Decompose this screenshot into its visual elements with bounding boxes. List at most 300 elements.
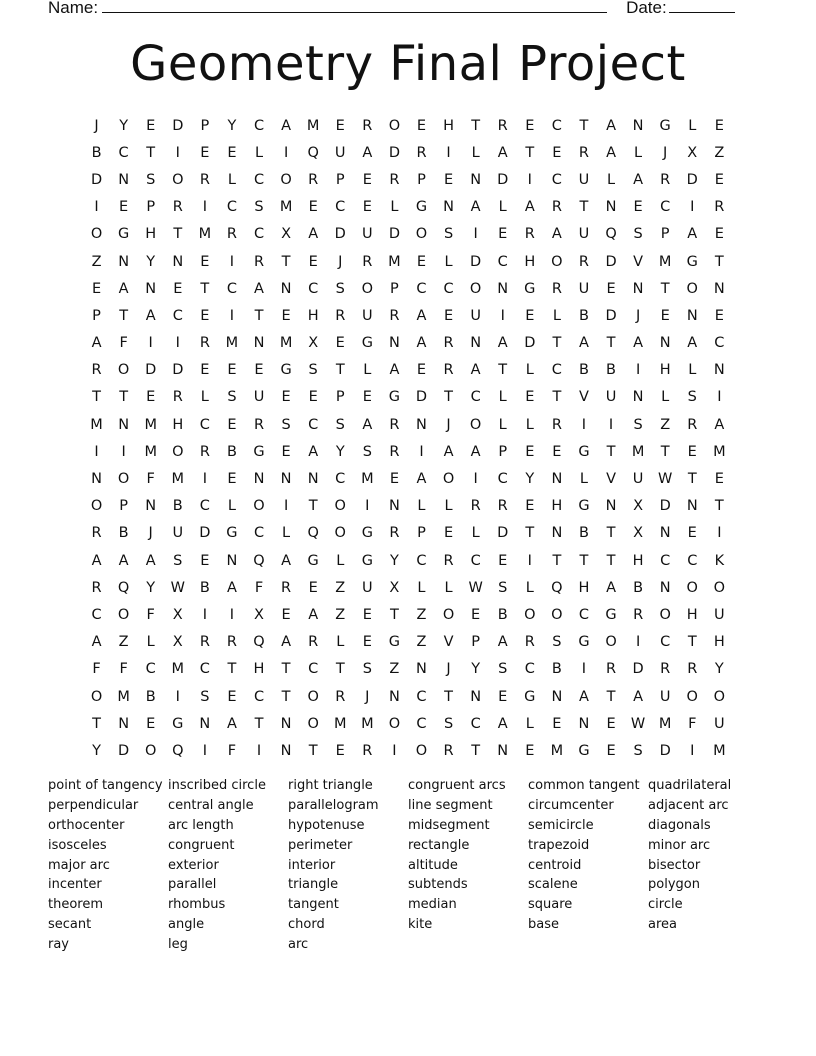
grid-letter[interactable]: G: [578, 443, 590, 460]
grid-letter[interactable]: C: [199, 498, 210, 515]
grid-letter[interactable]: O: [524, 606, 536, 623]
grid-letter[interactable]: C: [416, 280, 427, 297]
grid-letter[interactable]: R: [308, 171, 319, 188]
grid-letter[interactable]: U: [632, 471, 644, 488]
grid-letter[interactable]: H: [659, 362, 671, 379]
grid-letter[interactable]: M: [333, 715, 347, 732]
grid-letter[interactable]: G: [226, 525, 238, 542]
grid-letter[interactable]: H: [172, 416, 184, 433]
grid-letter[interactable]: I: [717, 525, 722, 542]
grid-letter[interactable]: E: [362, 389, 372, 406]
grid-letter[interactable]: E: [471, 606, 481, 623]
grid-letter[interactable]: E: [227, 688, 237, 705]
grid-letter[interactable]: G: [172, 715, 184, 732]
grid-letter[interactable]: R: [253, 416, 265, 433]
grid-letter[interactable]: U: [253, 389, 265, 406]
grid-letter[interactable]: A: [606, 117, 616, 134]
grid-letter[interactable]: L: [606, 171, 616, 188]
grid-letter[interactable]: E: [416, 117, 427, 134]
grid-letter[interactable]: L: [552, 307, 561, 324]
grid-letter[interactable]: Z: [335, 606, 346, 623]
grid-letter[interactable]: T: [498, 362, 508, 379]
grid-letter[interactable]: A: [470, 199, 481, 216]
grid-letter[interactable]: E: [660, 307, 670, 324]
grid-letter[interactable]: G: [659, 117, 671, 134]
grid-letter[interactable]: L: [471, 525, 480, 542]
grid-letter[interactable]: B: [633, 579, 644, 596]
grid-letter[interactable]: L: [417, 579, 426, 596]
grid-letter[interactable]: I: [635, 634, 641, 651]
grid-letter[interactable]: L: [634, 144, 643, 161]
grid-letter[interactable]: U: [362, 579, 373, 596]
grid-letter[interactable]: D: [659, 498, 671, 515]
grid-letter[interactable]: O: [659, 606, 671, 623]
grid-letter[interactable]: G: [524, 688, 536, 705]
grid-letter[interactable]: L: [525, 579, 534, 596]
grid-letter[interactable]: E: [200, 253, 210, 270]
grid-letter[interactable]: R: [226, 226, 237, 243]
grid-letter[interactable]: N: [605, 199, 617, 216]
grid-letter[interactable]: T: [687, 471, 697, 488]
grid-letter[interactable]: E: [714, 471, 724, 488]
grid-letter[interactable]: S: [362, 661, 372, 678]
grid-letter[interactable]: H: [307, 307, 319, 324]
grid-letter[interactable]: R: [524, 226, 535, 243]
grid-letter[interactable]: F: [92, 661, 101, 678]
grid-letter[interactable]: T: [606, 335, 616, 352]
grid-letter[interactable]: R: [335, 307, 346, 324]
grid-letter[interactable]: E: [335, 742, 345, 759]
date-blank[interactable]: [669, 0, 735, 13]
grid-letter[interactable]: Z: [91, 253, 102, 270]
grid-letter[interactable]: U: [362, 307, 373, 324]
grid-letter[interactable]: P: [335, 389, 345, 406]
grid-letter[interactable]: I: [392, 742, 397, 759]
grid-letter[interactable]: C: [118, 144, 129, 161]
grid-letter[interactable]: Y: [92, 742, 101, 759]
grid-letter[interactable]: S: [443, 226, 454, 243]
grid-letter[interactable]: T: [254, 307, 264, 324]
grid-letter[interactable]: O: [334, 498, 346, 515]
grid-letter[interactable]: T: [606, 552, 616, 569]
grid-letter[interactable]: T: [552, 552, 562, 569]
grid-letter[interactable]: A: [254, 280, 264, 297]
grid-letter[interactable]: L: [200, 389, 209, 406]
grid-letter[interactable]: P: [498, 443, 508, 460]
grid-letter[interactable]: R: [633, 606, 644, 623]
grid-letter[interactable]: I: [581, 416, 587, 433]
grid-letter[interactable]: R: [497, 498, 508, 515]
grid-letter[interactable]: E: [200, 552, 210, 569]
grid-letter[interactable]: M: [144, 416, 157, 433]
grid-letter[interactable]: S: [173, 552, 183, 569]
grid-letter[interactable]: R: [578, 253, 589, 270]
grid-letter[interactable]: B: [145, 688, 156, 705]
grid-letter[interactable]: Y: [525, 471, 535, 488]
grid-letter[interactable]: O: [117, 471, 130, 488]
grid-letter[interactable]: T: [119, 307, 129, 324]
grid-letter[interactable]: C: [416, 552, 427, 569]
grid-letter[interactable]: A: [308, 226, 319, 243]
grid-letter[interactable]: M: [144, 443, 157, 460]
grid-letter[interactable]: H: [145, 226, 157, 243]
grid-letter[interactable]: T: [281, 253, 291, 270]
grid-letter[interactable]: E: [687, 525, 697, 542]
grid-letter[interactable]: N: [632, 389, 644, 406]
grid-letter[interactable]: A: [470, 443, 481, 460]
grid-letter[interactable]: E: [281, 389, 291, 406]
grid-letter[interactable]: G: [415, 199, 428, 216]
grid-letter[interactable]: T: [173, 226, 183, 243]
grid-letter[interactable]: E: [687, 443, 697, 460]
grid-letter[interactable]: T: [471, 742, 481, 759]
grid-letter[interactable]: R: [308, 634, 319, 651]
grid-letter[interactable]: Z: [416, 634, 427, 651]
grid-letter[interactable]: G: [361, 525, 373, 542]
grid-letter[interactable]: R: [199, 171, 210, 188]
grid-letter[interactable]: N: [686, 498, 698, 515]
grid-letter[interactable]: M: [361, 471, 374, 488]
grid-letter[interactable]: A: [578, 688, 589, 705]
grid-letter[interactable]: E: [714, 117, 724, 134]
grid-letter[interactable]: G: [578, 498, 590, 515]
grid-letter[interactable]: N: [145, 280, 157, 297]
grid-letter[interactable]: N: [605, 498, 617, 515]
grid-letter[interactable]: R: [389, 416, 400, 433]
grid-letter[interactable]: N: [118, 416, 130, 433]
grid-letter[interactable]: I: [527, 552, 532, 569]
grid-letter[interactable]: N: [388, 688, 400, 705]
grid-letter[interactable]: Q: [551, 579, 563, 596]
grid-letter[interactable]: N: [253, 471, 265, 488]
grid-letter[interactable]: N: [253, 335, 265, 352]
grid-letter[interactable]: G: [388, 634, 401, 651]
grid-letter[interactable]: E: [443, 525, 454, 542]
grid-letter[interactable]: C: [226, 280, 237, 297]
grid-letter[interactable]: C: [253, 688, 265, 705]
grid-letter[interactable]: P: [471, 634, 480, 651]
grid-letter[interactable]: I: [229, 307, 235, 324]
grid-letter[interactable]: C: [199, 416, 210, 433]
grid-letter[interactable]: Y: [335, 443, 345, 460]
grid-letter[interactable]: O: [172, 443, 184, 460]
grid-letter[interactable]: R: [660, 661, 671, 678]
grid-letter[interactable]: R: [551, 416, 562, 433]
grid-letter[interactable]: U: [659, 688, 671, 705]
grid-letter[interactable]: Q: [117, 579, 130, 596]
name-blank[interactable]: [102, 0, 607, 13]
grid-letter[interactable]: C: [335, 199, 346, 216]
grid-letter[interactable]: T: [200, 280, 210, 297]
grid-letter[interactable]: L: [688, 362, 697, 379]
grid-letter[interactable]: T: [281, 661, 291, 678]
grid-letter[interactable]: N: [551, 471, 563, 488]
grid-letter[interactable]: E: [525, 742, 535, 759]
grid-letter[interactable]: E: [498, 226, 508, 243]
grid-letter[interactable]: G: [605, 606, 617, 623]
grid-letter[interactable]: R: [199, 634, 210, 651]
grid-letter[interactable]: H: [253, 661, 265, 678]
grid-letter[interactable]: L: [471, 144, 480, 161]
grid-letter[interactable]: E: [281, 606, 291, 623]
grid-letter[interactable]: E: [552, 715, 562, 732]
grid-letter[interactable]: N: [551, 525, 563, 542]
grid-letter[interactable]: H: [686, 606, 698, 623]
grid-letter[interactable]: A: [389, 362, 400, 379]
grid-letter[interactable]: O: [415, 226, 428, 243]
grid-letter[interactable]: U: [605, 389, 617, 406]
grid-letter[interactable]: I: [256, 742, 262, 759]
grid-letter[interactable]: C: [199, 661, 210, 678]
grid-letter[interactable]: R: [443, 362, 454, 379]
grid-letter[interactable]: E: [146, 117, 156, 134]
grid-letter[interactable]: M: [631, 443, 645, 460]
grid-letter[interactable]: A: [633, 688, 644, 705]
grid-letter[interactable]: A: [416, 307, 427, 324]
grid-letter[interactable]: N: [118, 715, 130, 732]
grid-letter[interactable]: N: [632, 117, 644, 134]
grid-letter[interactable]: S: [200, 688, 210, 705]
grid-letter[interactable]: V: [578, 389, 589, 406]
grid-letter[interactable]: O: [713, 688, 726, 705]
grid-letter[interactable]: O: [172, 171, 184, 188]
grid-letter[interactable]: R: [416, 144, 427, 161]
grid-letter[interactable]: U: [172, 525, 184, 542]
grid-letter[interactable]: D: [524, 335, 536, 352]
grid-letter[interactable]: T: [687, 634, 697, 651]
grid-letter[interactable]: R: [335, 688, 346, 705]
grid-letter[interactable]: D: [145, 362, 157, 379]
grid-letter[interactable]: O: [686, 688, 698, 705]
grid-letter[interactable]: D: [118, 742, 130, 759]
grid-letter[interactable]: N: [470, 171, 482, 188]
grid-letter[interactable]: G: [578, 742, 590, 759]
grid-letter[interactable]: T: [579, 117, 589, 134]
grid-letter[interactable]: T: [714, 253, 724, 270]
grid-letter[interactable]: I: [527, 171, 532, 188]
grid-letter[interactable]: C: [470, 715, 481, 732]
grid-letter[interactable]: I: [202, 471, 207, 488]
grid-letter[interactable]: H: [443, 117, 454, 134]
grid-letter[interactable]: C: [253, 171, 265, 188]
grid-letter[interactable]: S: [633, 226, 643, 243]
grid-letter[interactable]: B: [578, 307, 589, 324]
grid-letter[interactable]: J: [148, 525, 153, 542]
grid-letter[interactable]: G: [388, 389, 401, 406]
grid-letter[interactable]: E: [119, 199, 129, 216]
grid-letter[interactable]: S: [443, 715, 454, 732]
grid-letter[interactable]: O: [713, 579, 726, 596]
grid-letter[interactable]: E: [443, 307, 454, 324]
grid-letter[interactable]: J: [446, 416, 451, 433]
grid-letter[interactable]: H: [551, 498, 563, 515]
grid-letter[interactable]: L: [661, 389, 670, 406]
grid-letter[interactable]: F: [146, 471, 155, 488]
grid-letter[interactable]: Z: [118, 634, 129, 651]
grid-letter[interactable]: E: [416, 253, 427, 270]
grid-letter[interactable]: E: [606, 280, 616, 297]
grid-letter[interactable]: O: [90, 498, 103, 515]
grid-letter[interactable]: O: [442, 471, 455, 488]
grid-letter[interactable]: G: [280, 362, 292, 379]
grid-letter[interactable]: E: [416, 362, 427, 379]
grid-letter[interactable]: R: [172, 389, 183, 406]
grid-letter[interactable]: M: [117, 688, 130, 705]
grid-letter[interactable]: C: [497, 253, 508, 270]
grid-letter[interactable]: R: [91, 579, 102, 596]
grid-letter[interactable]: L: [336, 552, 345, 569]
grid-letter[interactable]: O: [280, 171, 292, 188]
grid-letter[interactable]: G: [686, 253, 698, 270]
grid-letter[interactable]: O: [388, 117, 401, 134]
grid-letter[interactable]: L: [688, 117, 697, 134]
grid-letter[interactable]: D: [334, 226, 346, 243]
grid-letter[interactable]: E: [308, 253, 318, 270]
grid-letter[interactable]: O: [469, 416, 482, 433]
grid-letter[interactable]: S: [254, 199, 264, 216]
grid-letter[interactable]: X: [308, 335, 319, 352]
grid-letter[interactable]: A: [416, 335, 427, 352]
grid-letter[interactable]: F: [227, 742, 237, 759]
grid-letter[interactable]: M: [713, 742, 726, 759]
grid-letter[interactable]: I: [148, 335, 153, 352]
grid-letter[interactable]: E: [227, 471, 237, 488]
grid-letter[interactable]: N: [280, 471, 292, 488]
grid-letter[interactable]: M: [225, 335, 239, 352]
grid-letter[interactable]: R: [91, 525, 102, 542]
grid-letter[interactable]: C: [308, 661, 319, 678]
grid-letter[interactable]: D: [605, 253, 617, 270]
grid-letter[interactable]: N: [578, 715, 590, 732]
grid-letter[interactable]: X: [389, 579, 400, 596]
grid-letter[interactable]: G: [117, 226, 130, 243]
grid-letter[interactable]: H: [578, 579, 590, 596]
grid-letter[interactable]: L: [282, 525, 291, 542]
grid-letter[interactable]: V: [606, 471, 616, 488]
grid-letter[interactable]: T: [335, 362, 345, 379]
grid-letter[interactable]: A: [362, 416, 373, 433]
grid-letter[interactable]: C: [660, 552, 671, 569]
grid-letter[interactable]: M: [658, 253, 672, 270]
grid-letter[interactable]: E: [227, 362, 237, 379]
grid-letter[interactable]: R: [443, 742, 454, 759]
grid-letter[interactable]: T: [552, 389, 562, 406]
grid-letter[interactable]: E: [173, 280, 183, 297]
grid-letter[interactable]: X: [633, 498, 644, 515]
grid-letter[interactable]: N: [659, 335, 671, 352]
grid-letter[interactable]: R: [714, 199, 725, 216]
grid-letter[interactable]: C: [524, 661, 535, 678]
grid-letter[interactable]: S: [498, 579, 508, 596]
grid-letter[interactable]: Q: [605, 226, 617, 243]
grid-letter[interactable]: E: [525, 498, 535, 515]
grid-letter[interactable]: B: [497, 606, 508, 623]
grid-letter[interactable]: V: [443, 634, 454, 651]
grid-letter[interactable]: C: [470, 552, 481, 569]
grid-letter[interactable]: E: [606, 715, 616, 732]
grid-letter[interactable]: A: [281, 117, 292, 134]
grid-letter[interactable]: E: [606, 742, 616, 759]
grid-letter[interactable]: G: [578, 634, 590, 651]
grid-letter[interactable]: U: [578, 171, 590, 188]
grid-letter[interactable]: E: [714, 171, 724, 188]
grid-letter[interactable]: T: [660, 443, 670, 460]
grid-letter[interactable]: R: [91, 362, 102, 379]
grid-letter[interactable]: A: [226, 579, 237, 596]
grid-letter[interactable]: E: [498, 688, 508, 705]
grid-letter[interactable]: G: [361, 335, 373, 352]
grid-letter[interactable]: T: [444, 389, 453, 406]
grid-letter[interactable]: D: [632, 661, 644, 678]
grid-letter[interactable]: L: [525, 416, 534, 433]
grid-letter[interactable]: T: [660, 280, 670, 297]
grid-letter[interactable]: I: [121, 443, 126, 460]
grid-letter[interactable]: N: [226, 552, 238, 569]
grid-letter[interactable]: E: [200, 362, 210, 379]
grid-letter[interactable]: O: [605, 634, 617, 651]
grid-letter[interactable]: D: [497, 525, 509, 542]
grid-letter[interactable]: C: [416, 715, 427, 732]
grid-letter[interactable]: S: [552, 634, 562, 651]
grid-letter[interactable]: C: [687, 552, 698, 569]
grid-letter[interactable]: N: [713, 362, 725, 379]
grid-letter[interactable]: T: [606, 688, 616, 705]
grid-letter[interactable]: A: [524, 199, 535, 216]
grid-letter[interactable]: P: [417, 525, 426, 542]
grid-letter[interactable]: Y: [471, 661, 481, 678]
grid-letter[interactable]: J: [446, 661, 451, 678]
grid-letter[interactable]: N: [280, 742, 292, 759]
grid-letter[interactable]: C: [308, 280, 319, 297]
grid-letter[interactable]: Q: [307, 144, 319, 161]
grid-letter[interactable]: A: [633, 335, 644, 352]
grid-letter[interactable]: I: [446, 144, 451, 161]
grid-letter[interactable]: T: [308, 498, 318, 515]
grid-letter[interactable]: A: [443, 443, 454, 460]
grid-letter[interactable]: C: [443, 280, 454, 297]
grid-letter[interactable]: A: [226, 715, 237, 732]
grid-letter[interactable]: B: [91, 144, 102, 161]
grid-letter[interactable]: B: [606, 362, 616, 379]
grid-letter[interactable]: N: [416, 416, 427, 433]
grid-letter[interactable]: N: [686, 307, 698, 324]
grid-letter[interactable]: A: [497, 335, 508, 352]
grid-letter[interactable]: R: [281, 579, 292, 596]
grid-letter[interactable]: B: [226, 443, 237, 460]
grid-letter[interactable]: J: [663, 144, 668, 161]
grid-letter[interactable]: E: [525, 443, 535, 460]
grid-letter[interactable]: Q: [253, 634, 265, 651]
grid-letter[interactable]: P: [417, 171, 426, 188]
grid-letter[interactable]: O: [686, 280, 698, 297]
grid-letter[interactable]: F: [119, 335, 128, 352]
grid-letter[interactable]: I: [635, 362, 641, 379]
grid-letter[interactable]: I: [690, 742, 695, 759]
grid-letter[interactable]: X: [172, 606, 183, 623]
grid-letter[interactable]: E: [308, 579, 318, 596]
grid-letter[interactable]: E: [227, 144, 237, 161]
grid-letter[interactable]: E: [633, 199, 643, 216]
grid-letter[interactable]: A: [551, 226, 562, 243]
grid-letter[interactable]: C: [660, 634, 671, 651]
grid-letter[interactable]: C: [551, 171, 562, 188]
grid-letter[interactable]: R: [172, 199, 183, 216]
grid-letter[interactable]: I: [419, 443, 424, 460]
grid-letter[interactable]: R: [362, 117, 373, 134]
grid-letter[interactable]: E: [335, 335, 345, 352]
grid-letter[interactable]: I: [365, 498, 370, 515]
grid-letter[interactable]: R: [389, 443, 400, 460]
